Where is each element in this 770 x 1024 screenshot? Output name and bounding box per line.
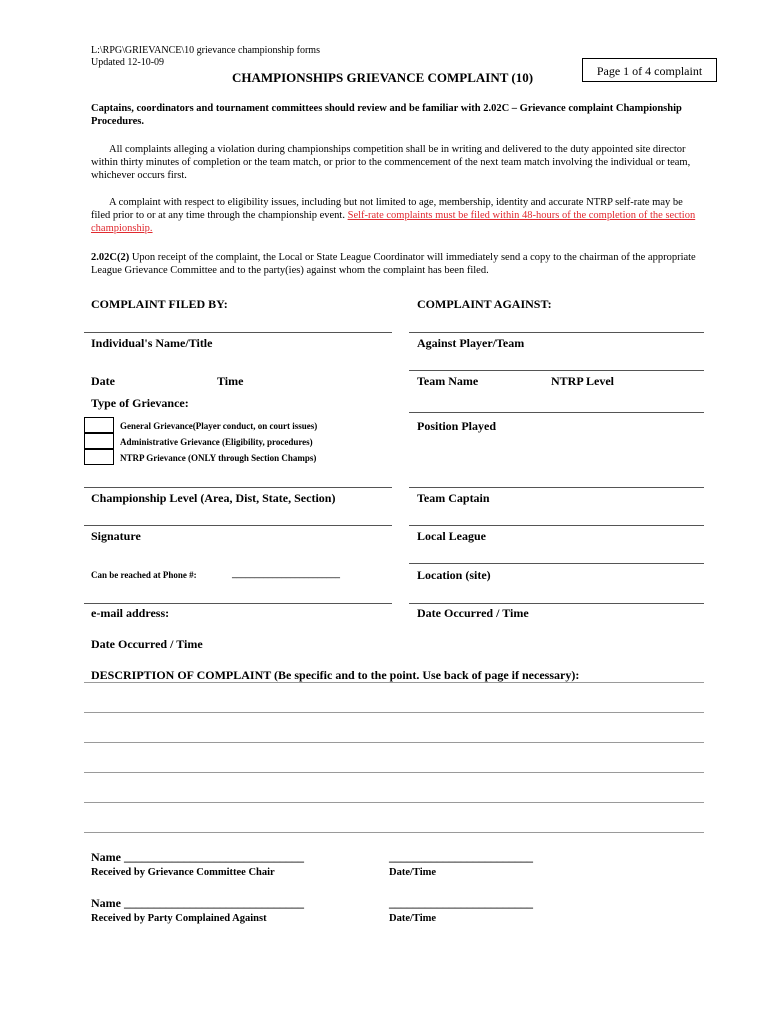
position-played-label: Position Played	[417, 419, 497, 433]
date-field-2[interactable]: ________________________	[389, 896, 533, 910]
position-played-line[interactable]	[409, 487, 704, 488]
filed-by-name-line[interactable]	[84, 332, 392, 333]
administrative-grievance-label: Administrative Grievance (Eligibility, procedures)	[120, 437, 313, 447]
file-path	[91, 45, 320, 69]
intro-para-2-warning: Self-rate complaints must be filed within 48-hours of the completion of the section championship.	[91, 210, 696, 234]
date-occurred-left-label: Date Occurred / Time	[91, 637, 203, 651]
against-player-line[interactable]	[409, 370, 704, 371]
intro-para-3-text: Upon receipt of the complaint, the Local or State League Coordinator will immediately send a copy to the chairman of the appropriate League Grievance Committee and to the party(ies) against whom the complaint has been filed.	[91, 252, 696, 276]
signature-label: Signature	[91, 529, 141, 543]
name-field-1[interactable]: Name ______________________________	[91, 850, 304, 864]
intro-para-3	[91, 251, 701, 277]
datetime-label-2: Date/Time	[389, 913, 437, 924]
file-path-text: L:\RPG\GRIEVANCE\10 grievance championship forms	[91, 45, 320, 56]
team-captain-label: Team Captain	[417, 491, 490, 505]
ntrp-grievance-label: NTRP Grievance (ONLY through Section Champs)	[120, 453, 317, 463]
grievance-type-line[interactable]	[84, 487, 392, 488]
description-line-6[interactable]	[84, 832, 704, 833]
description-line-3[interactable]	[84, 742, 704, 743]
intro-para-2-text: A complaint with respect to eligibility issues, including but not limited to age, membership, identity and accurate NTRP self-rate may be filed prior to or at any time through the championship event.	[91, 197, 683, 221]
local-league-label: Local League	[417, 529, 486, 543]
filed-by-heading: COMPLAINT FILED BY:	[91, 297, 228, 311]
championship-level-label: Championship Level (Area, Dist, State, Section)	[91, 491, 336, 505]
received-by-chair-label: Received by Grievance Committee Chair	[91, 867, 275, 878]
phone-field[interactable]: ________________________	[232, 569, 340, 579]
general-grievance-checkbox[interactable]	[84, 417, 114, 433]
updated-date: Updated 12-10-09	[91, 57, 165, 68]
phone-label: Can be reached at Phone #:	[91, 570, 197, 580]
description-heading: DESCRIPTION OF COMPLAINT (Be specific and to the point. Use back of page if necessary):	[91, 668, 580, 682]
against-player-label: Against Player/Team	[417, 336, 525, 350]
phone-line[interactable]	[84, 603, 392, 604]
local-league-line[interactable]	[409, 563, 704, 564]
general-grievance-label: General Grievance(Player conduct, on court issues)	[120, 421, 318, 431]
page-number-box: Page 1 of 4 complaint	[582, 58, 717, 82]
location-line[interactable]	[409, 603, 704, 604]
intro-lead: Captains, coordinators and tournament committees should review and be familiar with 2.02C – Grievance complaint Championship Procedures.	[91, 103, 682, 127]
intro-para-2	[91, 196, 701, 235]
ntrp-grievance-checkbox[interactable]	[84, 449, 114, 465]
administrative-grievance-checkbox[interactable]	[84, 433, 114, 449]
team-name-line[interactable]	[409, 412, 704, 413]
page-title: CHAMPIONSHIPS GRIEVANCE COMPLAINT (10)	[232, 70, 534, 85]
rule-reference: 2.02C(2)	[91, 252, 130, 263]
datetime-label-1: Date/Time	[389, 867, 437, 878]
ntrp-level-label: NTRP Level	[551, 374, 614, 388]
date-field-1[interactable]: ________________________	[389, 850, 533, 864]
intro-para-1: All complaints alleging a violation during championships competition shall be in writing and delivered to the duty appointed site director within thirty minutes of completion or the team match, or prior to the commencement of the next team match involving the individual or team, whichever occurs first.	[91, 144, 691, 181]
against-heading: COMPLAINT AGAINST:	[417, 297, 552, 311]
team-name-label: Team Name	[417, 374, 479, 388]
individual-name-label: Individual's Name/Title	[91, 336, 213, 350]
grievance-type-label: Type of Grievance:	[91, 396, 189, 410]
date-label: Date	[91, 374, 115, 388]
description-line-2[interactable]	[84, 712, 704, 713]
location-label: Location (site)	[417, 568, 491, 582]
received-by-party-label: Received by Party Complained Against	[91, 913, 267, 924]
name-field-2[interactable]: Name ______________________________	[91, 896, 304, 910]
time-label: Time	[217, 374, 244, 388]
team-captain-line[interactable]	[409, 525, 704, 526]
email-label: e-mail address:	[91, 606, 170, 620]
against-name-line[interactable]	[409, 332, 704, 333]
description-line-5[interactable]	[84, 802, 704, 803]
description-line-1[interactable]	[84, 682, 704, 683]
championship-level-line[interactable]	[84, 525, 392, 526]
description-line-4[interactable]	[84, 772, 704, 773]
date-occurred-right-label: Date Occurred / Time	[417, 606, 529, 620]
